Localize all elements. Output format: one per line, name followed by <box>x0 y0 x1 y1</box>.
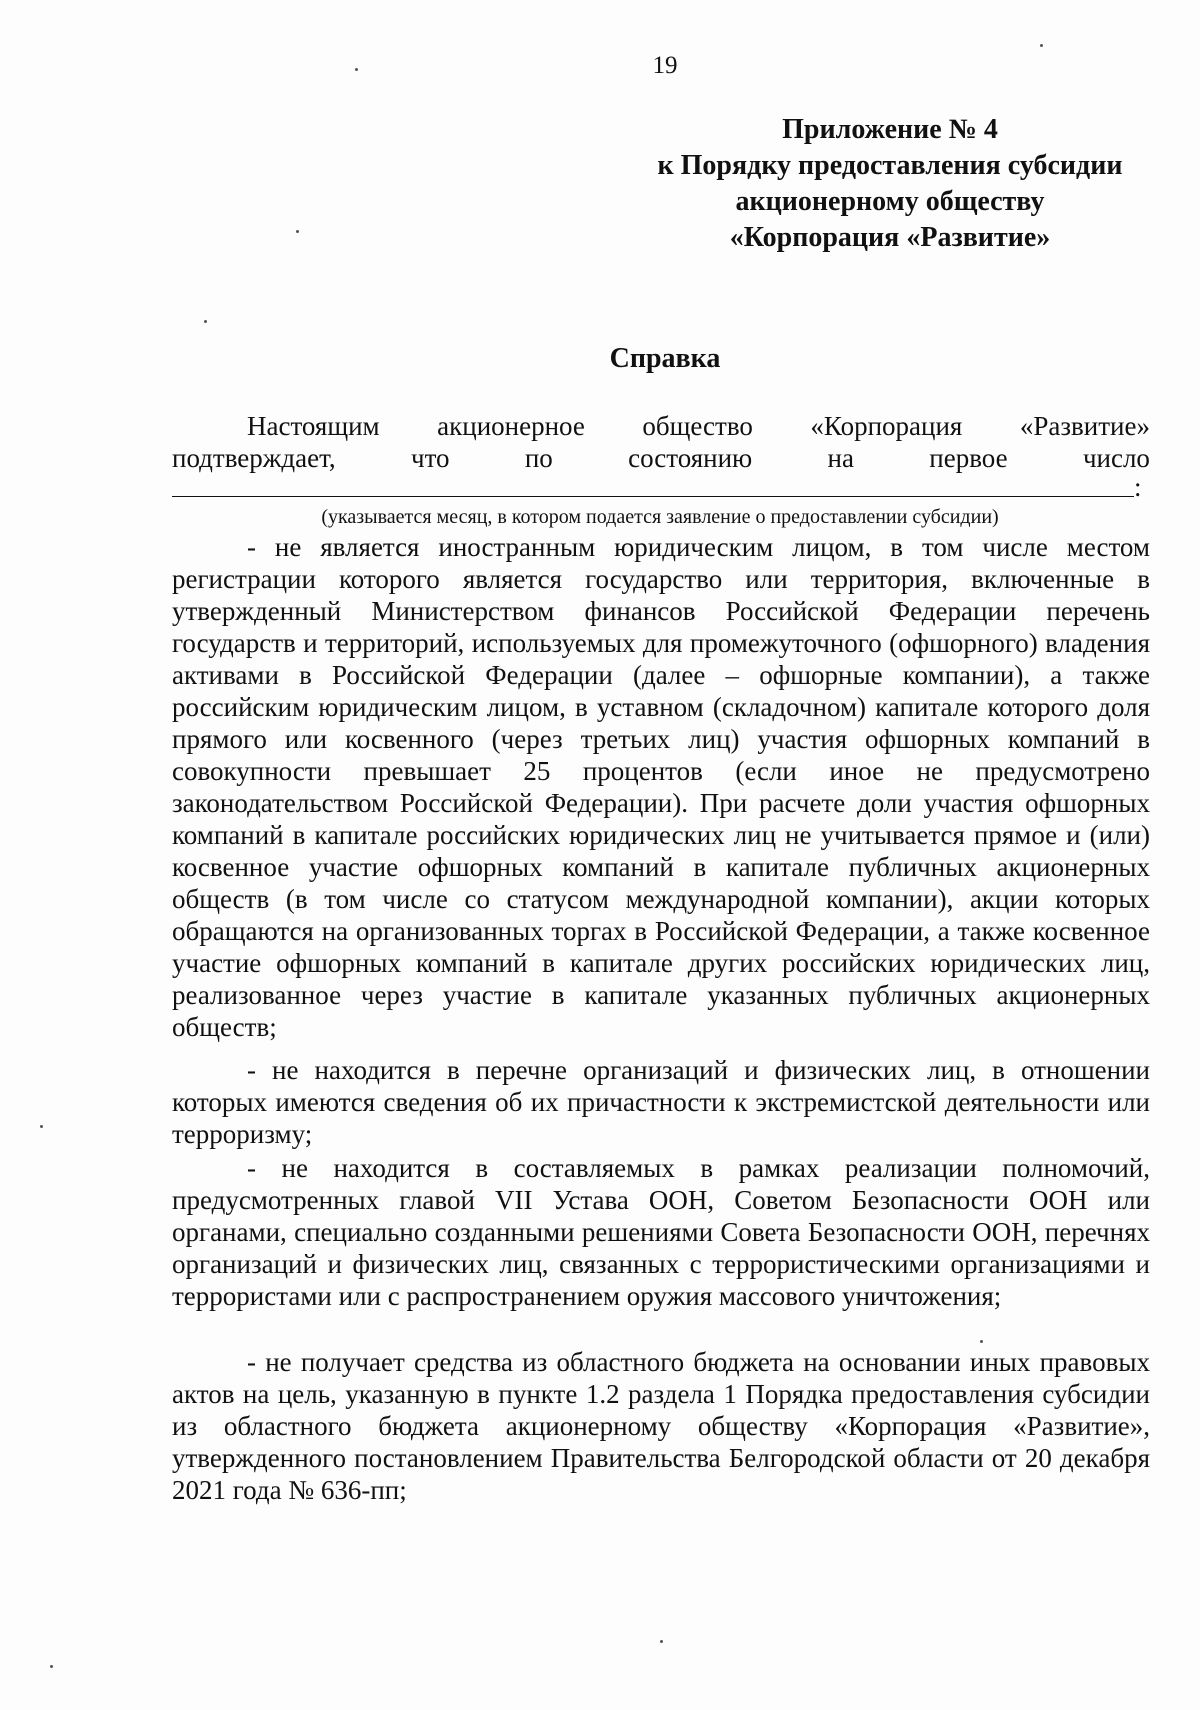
intro-word: Настоящим <box>247 411 380 441</box>
intro-word: «Корпорация <box>810 411 963 441</box>
scan-speck <box>660 1640 663 1643</box>
paragraph-text: - не находится в перечне организаций и физических лиц, в отношении которых имеются сведения об их причастности к экстремистской деятельности или терроризму; <box>172 1055 1150 1149</box>
scan-speck <box>204 320 207 323</box>
blank-colon: : <box>1134 472 1142 502</box>
paragraph-extremism <box>172 1054 1150 1150</box>
paragraph-offshore <box>172 531 1150 1043</box>
intro-word: состоянию <box>628 443 753 473</box>
paragraph-budget-funds <box>172 1346 1150 1506</box>
intro-word: число <box>1082 443 1150 473</box>
intro-word: «Развитие» <box>1019 411 1150 441</box>
appendix-line-3: акционерному обществу <box>735 186 1045 217</box>
intro-word: общество <box>642 411 753 441</box>
intro-word: акционерное <box>437 411 585 441</box>
appendix-line-2: к Порядку предоставления субсидии <box>657 150 1123 181</box>
appendix-line-4: «Корпорация «Развитие» <box>729 222 1051 253</box>
paragraph-text: - не получает средства из областного бюджета на основании иных правовых актов на цель, указанную в пункте 1.2 раздела 1 Порядка предоставления субсидии из областного бюджета акционерному обществу «Корпорация «Развитие», утвержденного постановлением Правительства Белгородской области от 20 декабря 2021 года № 636-пп; <box>172 1347 1150 1505</box>
scan-speck <box>296 230 299 233</box>
intro-word: что <box>411 443 450 473</box>
intro-line-1 <box>172 410 1150 442</box>
document-title: Справка <box>609 343 721 374</box>
intro-word: на <box>827 443 854 473</box>
scan-speck <box>40 1125 43 1128</box>
intro-line-2 <box>172 442 1150 474</box>
intro-word: по <box>524 443 553 473</box>
intro-word: подтверждает, <box>172 443 336 473</box>
scan-speck <box>1040 44 1043 47</box>
page-number: 19 <box>652 52 678 79</box>
scan-speck <box>50 1665 53 1668</box>
appendix-line-1: Приложение № 4 <box>782 114 998 145</box>
paragraph-un-lists <box>172 1152 1150 1312</box>
intro-text <box>172 410 1150 474</box>
paragraph-text: - не является иностранным юридическим лицом, в том числе местом регистрации которого является государство или территория, включенные в утвержденный Министерством финансов Российской Федерации перечень государств и территорий, используемых для промежуточного (офшорного) владения активами в Российской Федерации (далее – офшорные компании), а также российским юридическим лицом, в уставном (складочном) капитале которого доля прямого или косвенного (через третьих лиц) участия офшорных компаний в совокупности превышает 25 процентов (если иное не предусмотрено законодательством Российской Федерации). При расчете доли участия офшорных компаний в капитале российских юридических лиц не учитывается прямое и (или) косвенное участие офшорных компаний в капитале публичных акционерных обществ (в том числе со статусом международной компании), акции которых обращаются на организованных торгах в Российской Федерации, а также косвенное участие офшорных компаний в капитале других российских юридических лиц, реализованное через участие в капитале указанных публичных акционерных обществ; <box>172 532 1150 1042</box>
appendix-header <box>640 112 1140 256</box>
intro-word: первое <box>929 443 1008 473</box>
fill-in-blank-line <box>172 496 1134 497</box>
paragraph-text: - не находится в составляемых в рамках реализации полномочий, предусмотренных главой VII Устава ООН, Советом Безопасности ООН или органами, специально созданными решениями Совета Безопасности ООН, перечнях организаций и физических лиц, связанных с террористическими организациями и террористами или с распространением оружия массового уничтожения; <box>172 1153 1150 1311</box>
scan-speck <box>355 68 358 71</box>
scan-speck <box>980 1340 983 1343</box>
blank-line-note: (указывается месяц, в котором подается заявление о предоставлении субсидии) <box>321 506 999 528</box>
